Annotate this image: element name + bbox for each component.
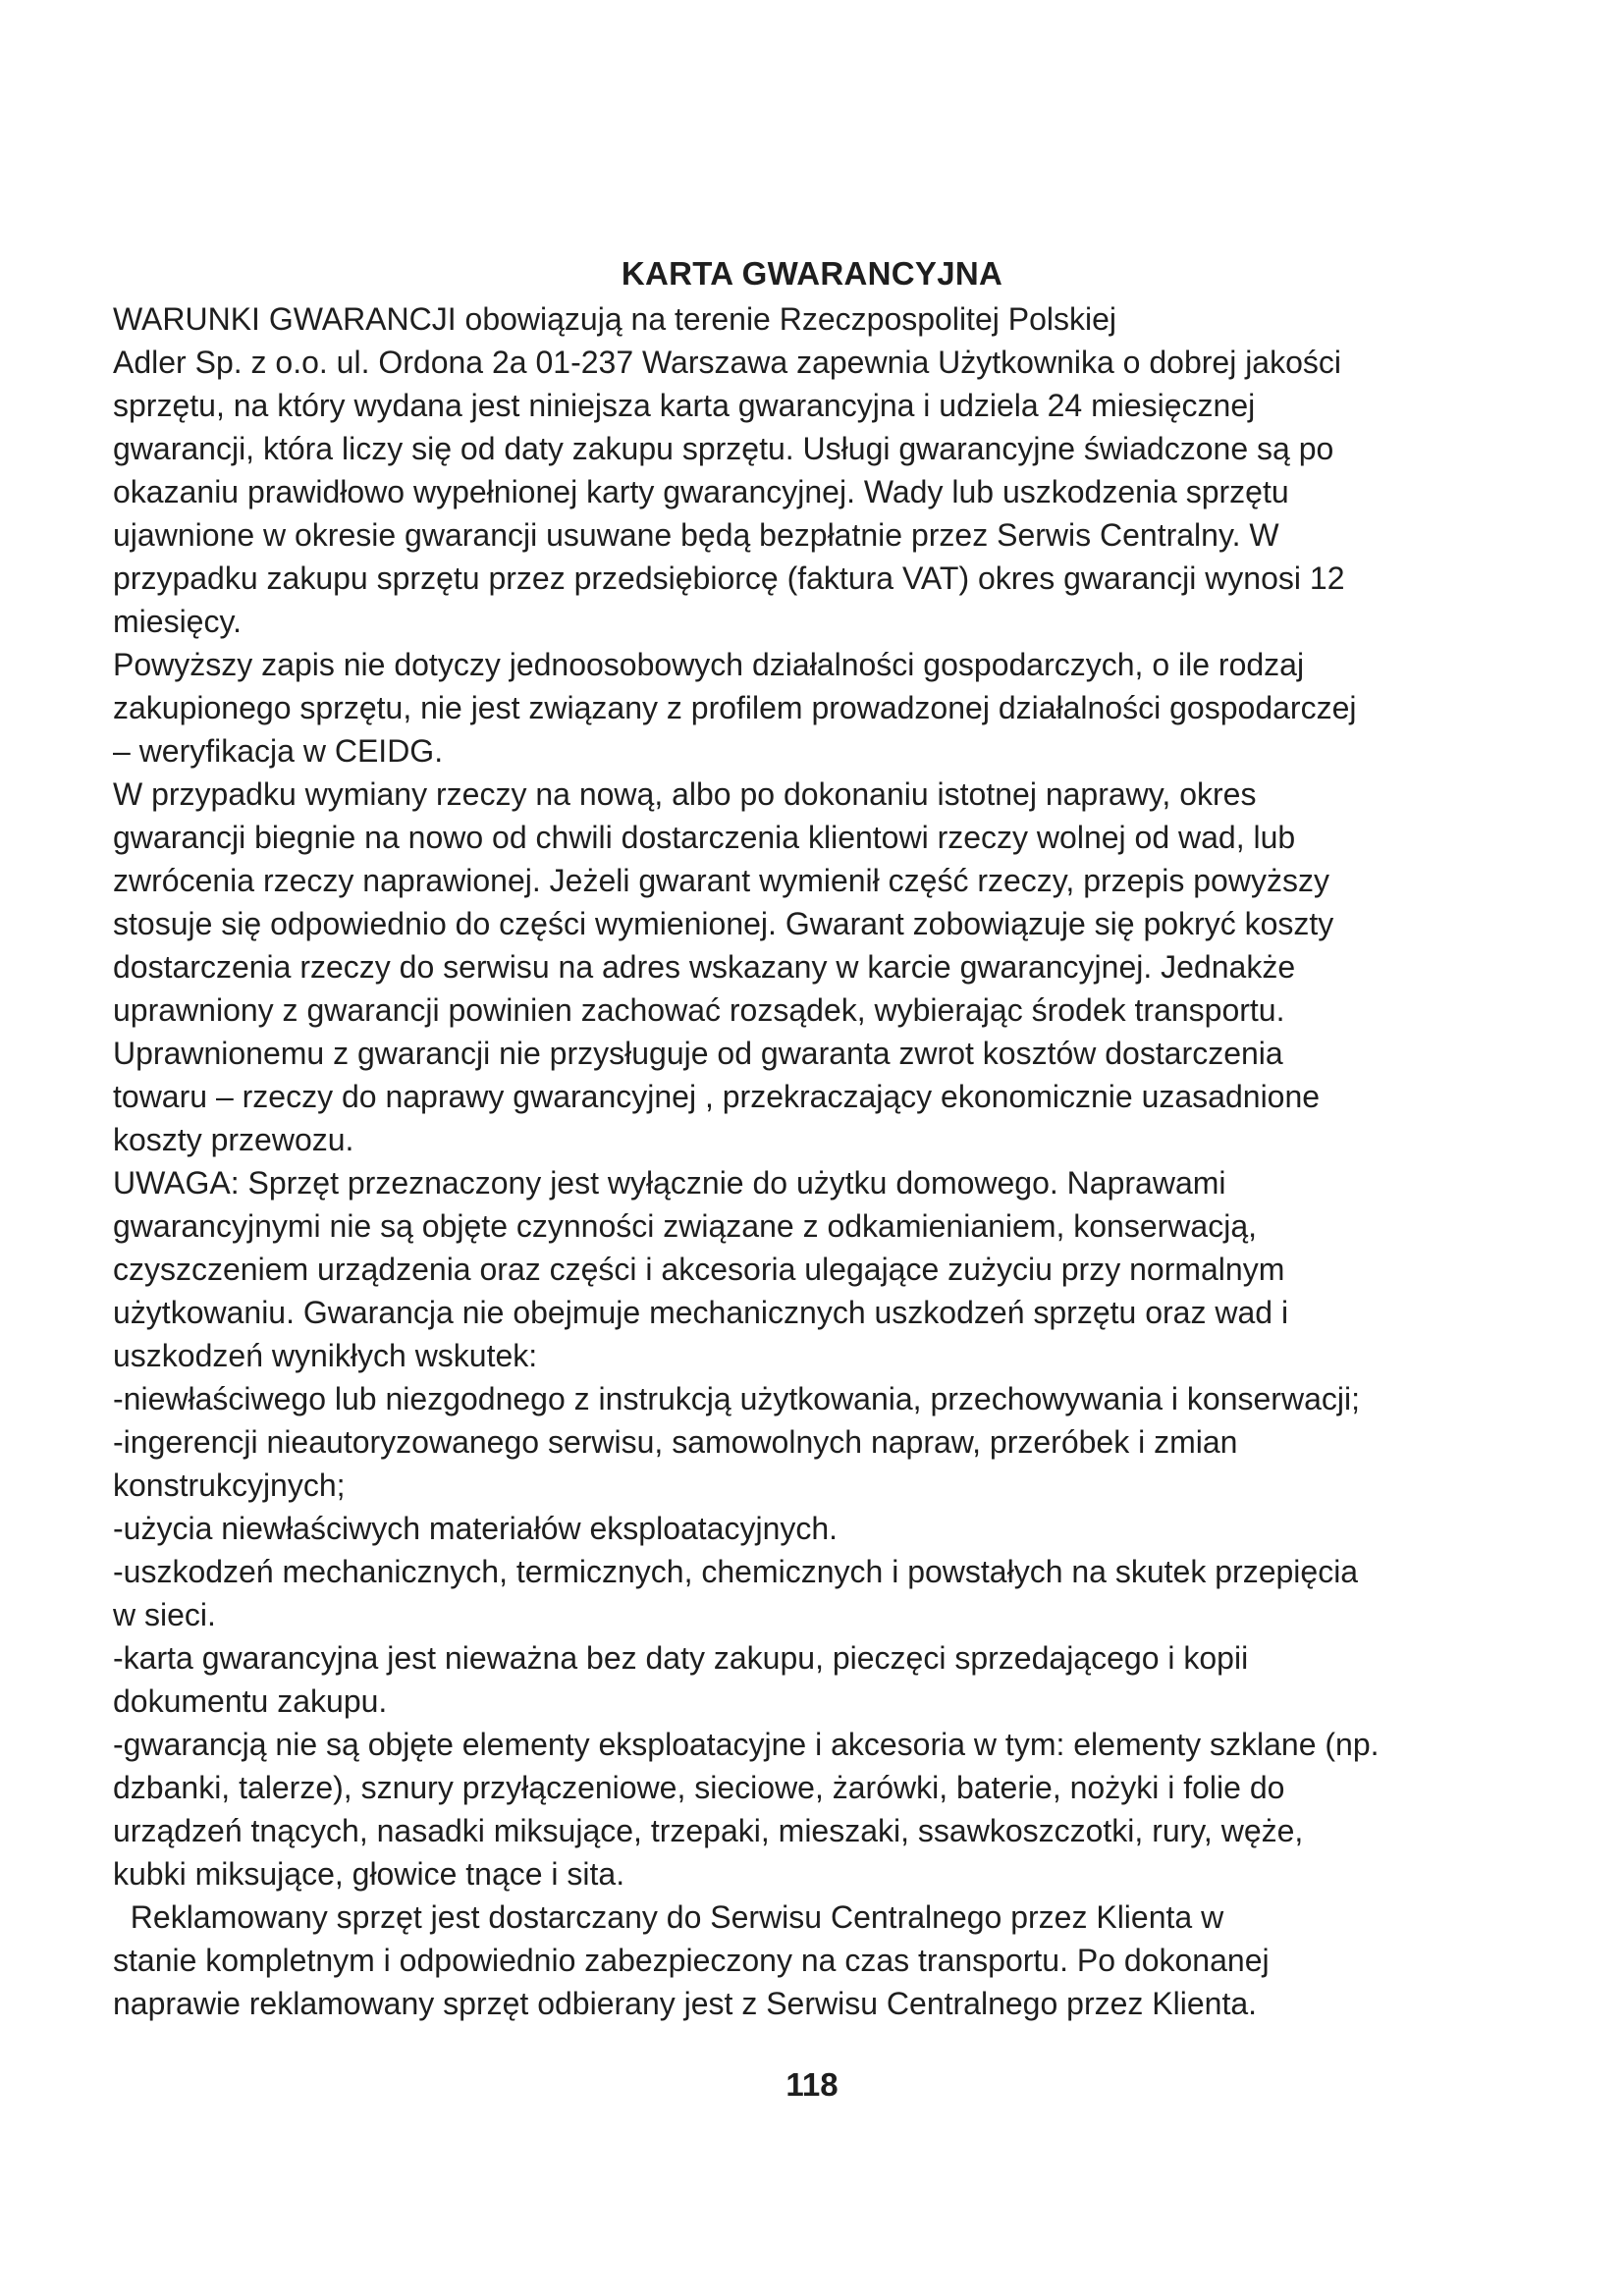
text-line: Powyższy zapis nie dotyczy jednoosobowych działalności gospodarczych, o ile rodzaj xyxy=(113,647,1305,682)
text-line: gwarancyjnymi nie są objęte czynności związane z odkamienianiem, konserwacją, xyxy=(113,1208,1257,1244)
text-line: okazaniu prawidłowo wypełnionej karty gwarancyjnej. Wady lub uszkodzenia sprzętu xyxy=(113,474,1289,509)
text-line: towaru – rzeczy do naprawy gwarancyjnej , przekraczający ekonomicznie uzasadnione xyxy=(113,1079,1321,1114)
text-line: uprawniony z gwarancji powinien zachować rozsądek, wybierając środek transportu. xyxy=(113,992,1285,1028)
text-line: gwarancji biegnie na nowo od chwili dostarczenia klientowi rzeczy wolnej od wad, lub xyxy=(113,820,1296,855)
text-line: dzbanki, talerze), sznury przyłączeniowe, sieciowe, żarówki, baterie, nożyki i folie do xyxy=(113,1770,1285,1805)
text-line: -użycia niewłaściwych materiałów eksploatacyjnych. xyxy=(113,1511,839,1546)
warranty-text xyxy=(113,297,1566,2025)
text-line: -gwarancją nie są objęte elementy eksploatacyjne i akcesoria w tym: elementy szklane (np. xyxy=(113,1727,1380,1762)
text-line: użytkowaniu. Gwarancja nie obejmuje mechanicznych uszkodzeń sprzętu oraz wad i xyxy=(113,1295,1289,1330)
text-line: Adler Sp. z o.o. ul. Ordona 2a 01-237 Warszawa zapewnia Użytkownika o dobrej jakości xyxy=(113,345,1341,380)
text-line: zwrócenia rzeczy naprawionej. Jeżeli gwarant wymienił część rzeczy, przepis powyższy xyxy=(113,863,1329,898)
text-line: -karta gwarancyjna jest nieważna bez daty zakupu, pieczęci sprzedającego i kopii xyxy=(113,1640,1249,1676)
text-line: gwarancji, która liczy się od daty zakupu sprzętu. Usługi gwarancyjne świadczone są po xyxy=(113,431,1334,466)
text-line: konstrukcyjnych; xyxy=(113,1468,346,1503)
text-line: zakupionego sprzętu, nie jest związany z profilem prowadzonej działalności gospodarczej xyxy=(113,690,1357,725)
text-line: kubki miksujące, głowice tnące i sita. xyxy=(113,1856,625,1892)
text-line: dostarczenia rzeczy do serwisu na adres wskazany w karcie gwarancyjnej. Jednakże xyxy=(113,949,1296,985)
text-line: W przypadku wymiany rzeczy na nową, albo po dokonaniu istotnej naprawy, okres xyxy=(113,776,1257,812)
text-line: -niewłaściwego lub niezgodnego z instrukcją użytkowania, przechowywania i konserwacji; xyxy=(113,1381,1360,1416)
text-line: ujawnione w okresie gwarancji usuwane będą bezpłatnie przez Serwis Centralny. W xyxy=(113,517,1279,553)
text-line: UWAGA: Sprzęt przeznaczony jest wyłącznie do użytku domowego. Naprawami xyxy=(113,1165,1226,1201)
page-number: 118 xyxy=(785,2066,839,2103)
text-line: urządzeń tnących, nasadki miksujące, trzepaki, mieszaki, ssawkoszczotki, rury, węże, xyxy=(113,1813,1304,1848)
text-line: Reklamowany sprzęt jest dostarczany do Serwisu Centralnego przez Klienta w xyxy=(113,1899,1224,1935)
text-line: dokumentu zakupu. xyxy=(113,1683,388,1719)
text-line: w sieci. xyxy=(113,1597,216,1632)
text-line: naprawie reklamowany sprzęt odbierany jest z Serwisu Centralnego przez Klienta. xyxy=(113,1986,1258,2021)
text-line: – weryfikacja w CEIDG. xyxy=(113,733,444,769)
text-line: Uprawnionemu z gwarancji nie przysługuje od gwaranta zwrot kosztów dostarczenia xyxy=(113,1036,1283,1071)
text-line: stosuje się odpowiednio do części wymienionej. Gwarant zobowiązuje się pokryć koszty xyxy=(113,906,1334,941)
text-line: uszkodzeń wynikłych wskutek: xyxy=(113,1338,538,1373)
text-line: -uszkodzeń mechanicznych, termicznych, chemicznych i powstałych na skutek przepięcia xyxy=(113,1554,1359,1589)
text-line: stanie kompletnym i odpowiednio zabezpieczony na czas transportu. Po dokonanej xyxy=(113,1943,1270,1978)
text-line: -ingerencji nieautoryzowanego serwisu, samowolnych napraw, przeróbek i zmian xyxy=(113,1424,1238,1460)
text-line: koszty przewozu. xyxy=(113,1122,354,1157)
text-line: miesięcy. xyxy=(113,604,242,639)
text-line: WARUNKI GWARANCJI obowiązują na terenie Rzeczpospolitej Polskiej xyxy=(113,301,1116,337)
text-line: przypadku zakupu sprzętu przez przedsiębiorcę (faktura VAT) okres gwarancji wynosi 12 xyxy=(113,561,1345,596)
page-title: KARTA GWARANCYJNA xyxy=(621,255,1003,292)
text-line: czyszczeniem urządzenia oraz części i akcesoria ulegające zużyciu przy normalnym xyxy=(113,1252,1285,1287)
text-line: sprzętu, na który wydana jest niniejsza karta gwarancyjna i udziela 24 miesięcznej xyxy=(113,388,1256,423)
